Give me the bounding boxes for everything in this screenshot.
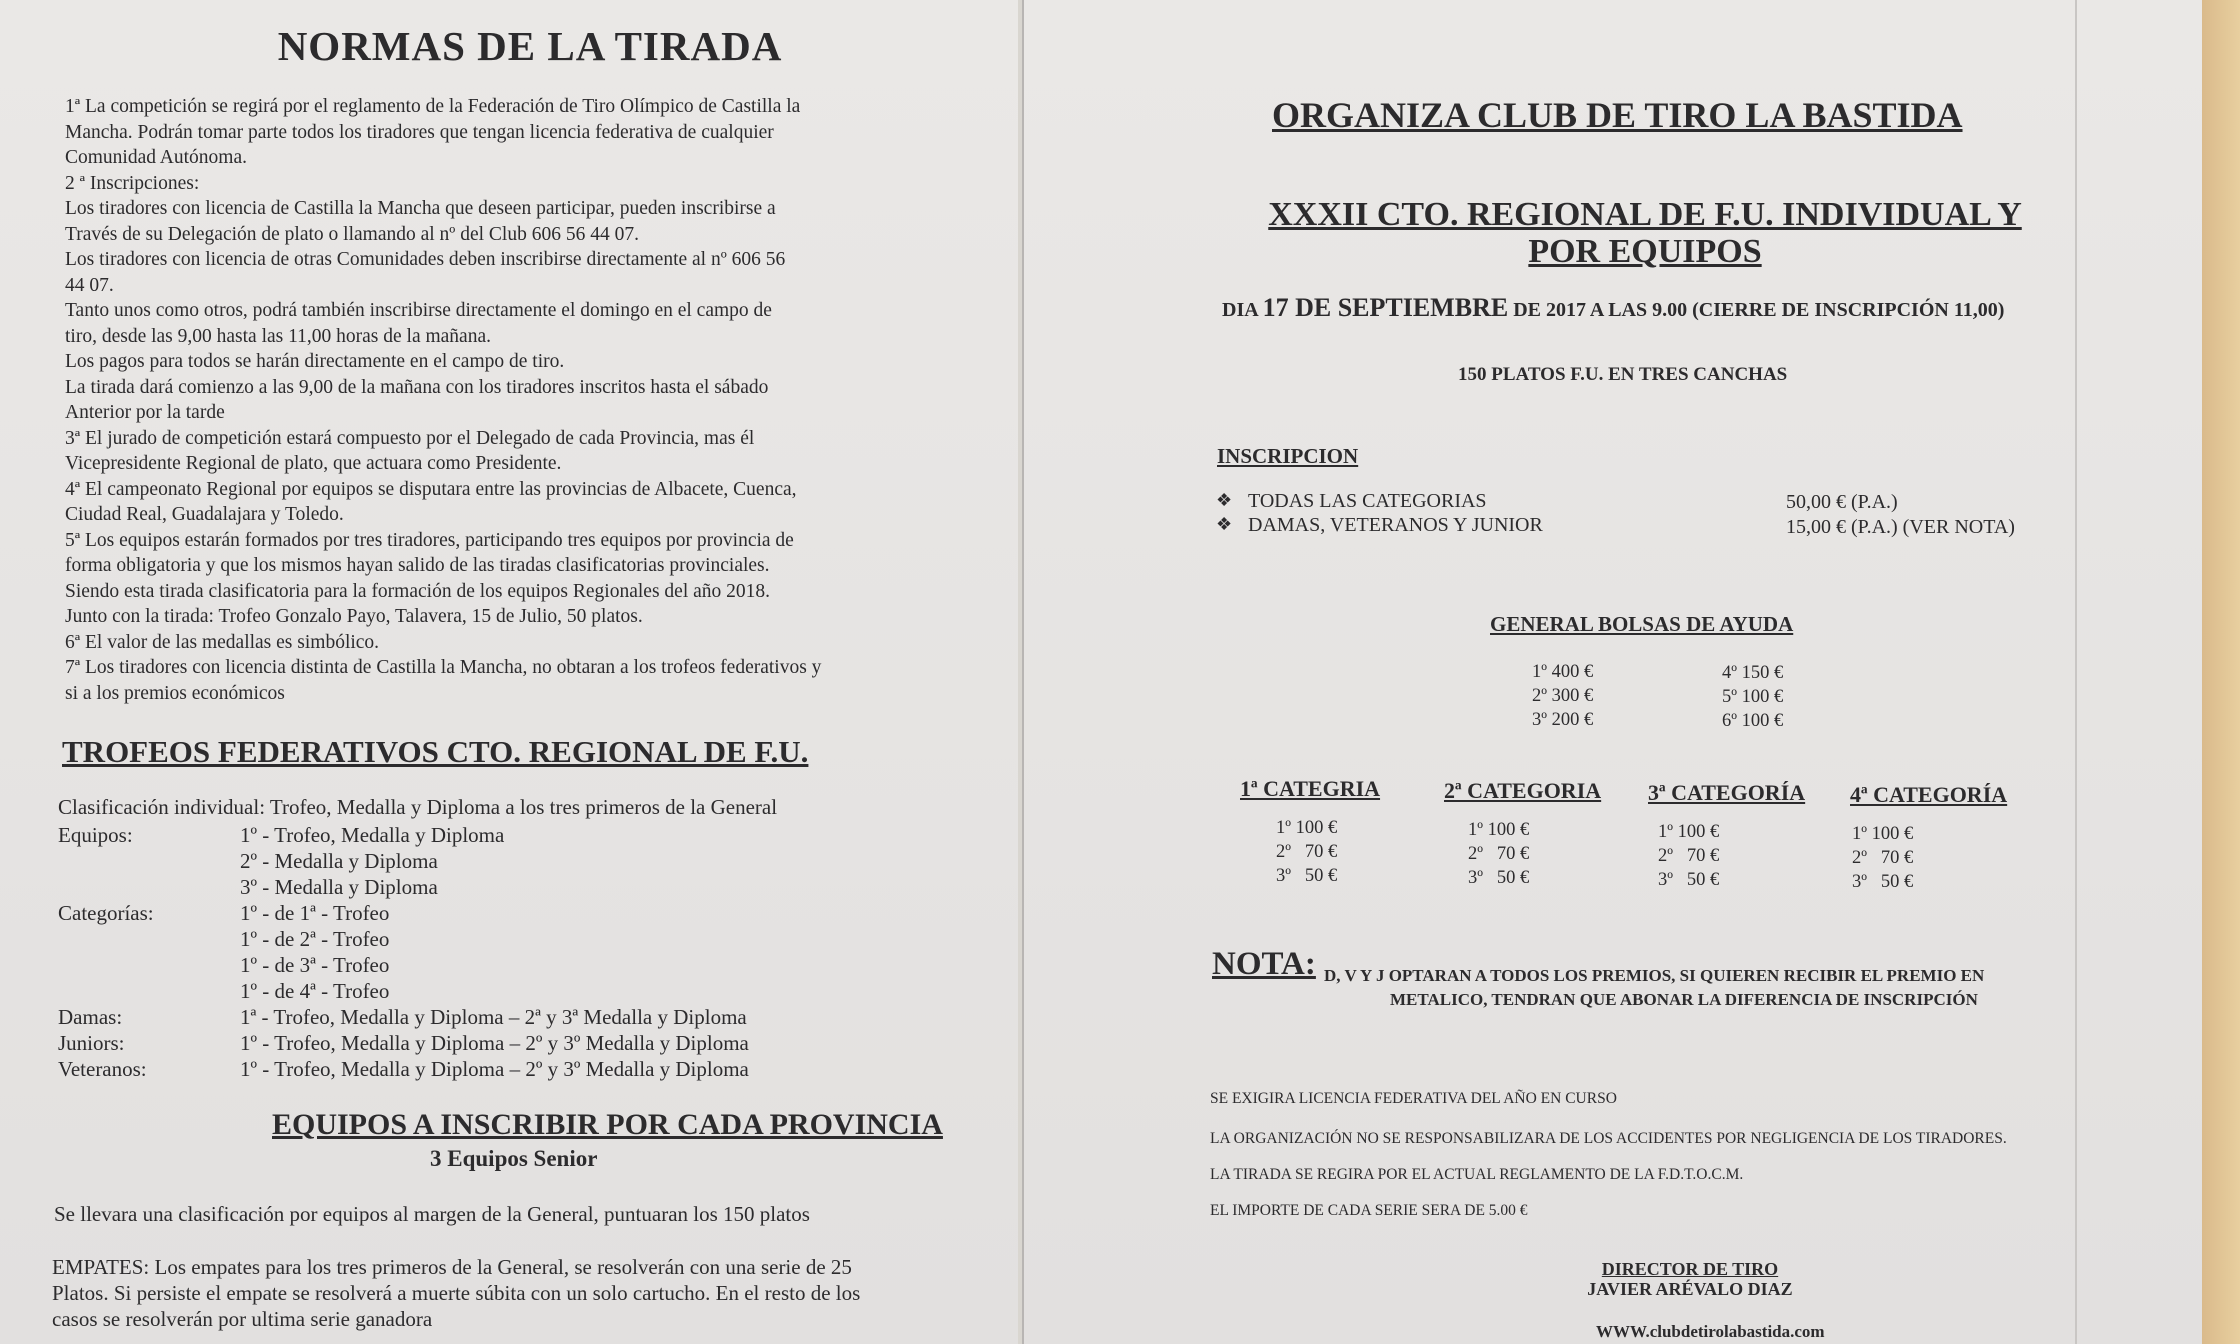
rule-line: 44 07. [65, 274, 114, 296]
rule-line: Junto con la tirada: Trofeo Gonzalo Payo, Talavera, 15 de Julio, 50 platos. [65, 606, 643, 627]
trofeo-value: 1º - Trofeo, Medalla y Diploma – 2º y 3º Medalla y Diploma [240, 1031, 749, 1055]
rule-line: Mancha. Podrán tomar parte todos los tiradores que tengan licencia federativa de cualquier [65, 121, 774, 143]
prize-line: 1º 100 € [1658, 822, 1720, 842]
rule-line: Los tiradores con licencia de otras Comunidades deben inscribirse directamente al nº 606 56 [65, 249, 786, 270]
prize-line: 1º 100 € [1276, 818, 1338, 838]
rule-line: Ciudad Real, Guadalajara y Toledo. [65, 504, 344, 525]
prize-line: 3º 50 € [1658, 870, 1720, 890]
championship-title [1230, 196, 2060, 270]
prize-line: 3º 50 € [1852, 872, 1914, 892]
empates-block [52, 1254, 982, 1332]
prize-line: 2º 70 € [1658, 846, 1720, 866]
prize-line: 2º 70 € [1468, 844, 1530, 864]
condition-line: EL IMPORTE DE CADA SERIE SERA DE 5.00 € [1210, 1202, 1528, 1219]
rule-line: si a los premios económicos [65, 682, 285, 704]
left-sheet [0, 0, 1018, 1344]
empates-line: Platos. Si persiste el empate se resolverá a muerte súbita con un solo cartucho. En el resto de los [52, 1281, 861, 1305]
inscripcion-title: INSCRIPCION [1217, 444, 1359, 468]
prize-line: 3º 50 € [1276, 866, 1338, 886]
categoria-prizes [1468, 818, 1529, 890]
rule-line: La tirada dará comienzo a las 9,00 de la mañana con los tiradores inscritos hasta el sábado [65, 376, 769, 398]
date-prefix: DIA [1222, 299, 1263, 321]
rule-line: Los pagos para todos se harán directamente en el campo de tiro. [65, 351, 565, 372]
trofeo-label: Juniors: [58, 1031, 125, 1055]
rule-line: 5ª Los equipos estarán formados por tres tiradores, participando tres equipos por provincia de [65, 529, 794, 551]
rule-line: forma obligatoria y que los mismos hayan salido de las tiradas clasificatorias provinciales. [65, 555, 770, 576]
rule-line: Siendo esta tirada clasificatoria para la formación de los equipos Regionales del año 2018. [65, 580, 771, 602]
trofeo-value: 1º - de 1ª - Trofeo [240, 901, 390, 925]
inscripcion-label: TODAS LAS CATEGORIAS [1248, 490, 1487, 512]
date-main: 17 DE SEPTIEMBRE [1262, 293, 1509, 322]
trofeo-value: 1º - Trofeo, Medalla y Diploma – 2º y 3º Medalla y Diploma [240, 1057, 749, 1081]
condition-line: LA TIRADA SE REGIRA POR EL ACTUAL REGLAMENTO DE LA F.D.T.O.C.M. [1210, 1166, 1744, 1183]
prize-line: 1º 100 € [1852, 824, 1914, 844]
bolsas-column [1722, 661, 1783, 733]
rule-line: 2 ª Inscripciones: [65, 172, 200, 194]
categoria-title: 4ª CATEGORÍA [1850, 782, 2008, 807]
categoria-title: 1ª CATEGRIA [1240, 776, 1381, 801]
rule-line: Través de su Delegación de plato o llamando al nº del Club 606 56 44 07. [65, 223, 639, 245]
rule-line: Vicepresidente Regional de plato, que actuara como Presidente. [65, 453, 562, 474]
rule-line: 7ª Los tiradores con licencia distinta de Castilla la Mancha, no obtaran a los trofeos federativos y [65, 657, 822, 678]
rule-line: Comunidad Autónoma. [65, 147, 247, 168]
rule-line: 4ª El campeonato Regional por equipos se disputara entre las provincias de Albacete, Cuenca, [65, 478, 797, 500]
championship-title-line: XXXII CTO. REGIONAL DE F.U. INDIVIDUAL Y [1268, 196, 2022, 233]
rule-line: 3ª El jurado de competición estará compuesto por el Delegado de cada Provincia, mas él [65, 427, 755, 449]
rule-line: tiro, desde las 9,00 hasta las 11,00 horas de la mañana. [65, 325, 491, 347]
categoria-prizes [1658, 820, 1719, 892]
trofeo-value: 1º - de 4ª - Trofeo [240, 979, 390, 1003]
clasificacion-individual: Clasificación individual: Trofeo, Medalla y Diploma a los tres primeros de la General [58, 795, 778, 819]
event-date [1222, 293, 2004, 323]
categoria-title: 3ª CATEGORÍA [1648, 780, 1806, 805]
equipos-title: EQUIPOS A INSCRIBIR POR CADA PROVINCIA [272, 1108, 943, 1141]
trofeo-value: 1ª - Trofeo, Medalla y Diploma – 2ª y 3ª Medalla y Diploma [240, 1005, 747, 1029]
nota-label: NOTA: [1212, 946, 1316, 982]
prize-line: 1º 400 € [1532, 662, 1594, 682]
bolsas-column [1532, 660, 1593, 732]
prize-line: 2º 70 € [1276, 842, 1338, 862]
prize-line: 3º 200 € [1532, 710, 1594, 730]
rules-block [65, 94, 965, 706]
website-link[interactable]: WWW.clubdetirolabastida.com [1596, 1322, 1825, 1341]
nota-text [1324, 964, 2124, 1012]
categoria-prizes [1276, 816, 1337, 888]
trofeo-label: Categorías: [58, 901, 154, 925]
trofeo-label: Damas: [58, 1005, 123, 1029]
empates-line: casos se resolverán por ultima serie ganadora [52, 1307, 433, 1331]
date-suffix: DE 2017 A LAS 9.00 (CIERRE DE INSCRIPCIÓN 11,00) [1508, 299, 2005, 321]
trofeo-value: 2º - Medalla y Diploma [240, 849, 438, 873]
diamond-bullet-icon: ❖ [1216, 514, 1233, 534]
paper-fold [2075, 0, 2077, 1344]
prize-line: 1º 100 € [1468, 820, 1530, 840]
prize-line: 6º 100 € [1722, 711, 1784, 731]
empates-line: EMPATES: Los empates para los tres primeros de la General, se resolverán con una serie de 25 [52, 1255, 852, 1279]
prize-line: 2º 300 € [1532, 686, 1594, 706]
trofeo-value: 1º - de 2ª - Trofeo [240, 927, 390, 951]
equipos-subtitle: 3 Equipos Senior [430, 1146, 598, 1171]
trofeo-value: 1º - de 3ª - Trofeo [240, 953, 390, 977]
inscripcion-price: 50,00 € (P.A.) [1786, 491, 1898, 513]
trofeo-label: Veteranos: [58, 1057, 147, 1081]
trofeo-value: 3º - Medalla y Diploma [240, 875, 438, 899]
director-name: JAVIER ARÉVALO DIAZ [1587, 1279, 1793, 1299]
categoria-prizes [1852, 822, 1913, 894]
condition-line: LA ORGANIZACIÓN NO SE RESPONSABILIZARA DE LOS ACCIDENTES POR NEGLIGENCIA DE LOS TIRADORES. [1210, 1130, 2007, 1147]
trofeo-value: 1º - Trofeo, Medalla y Diploma [240, 823, 505, 847]
championship-title-line: POR EQUIPOS [1528, 233, 1762, 270]
diamond-bullet-icon: ❖ [1216, 490, 1233, 510]
margin-note: Se llevara una clasificación por equipos al margen de la General, puntuaran los 150 platos [54, 1202, 810, 1226]
trofeos-title: TROFEOS FEDERATIVOS CTO. REGIONAL DE F.U. [62, 734, 809, 769]
director-title: DIRECTOR DE TIRO [1601, 1259, 1779, 1279]
desk-background [2200, 0, 2240, 1344]
condition-line: SE EXIGIRA LICENCIA FEDERATIVA DEL AÑO EN CURSO [1210, 1090, 1617, 1107]
prize-line: 2º 70 € [1852, 848, 1914, 868]
nota-line: METALICO, TENDRAN QUE ABONAR LA DIFERENCIA DE INSCRIPCIÓN [1390, 990, 1978, 1009]
bolsas-title: GENERAL BOLSAS DE AYUDA [1490, 612, 1794, 636]
nota-line: D, V Y J OPTARAN A TODOS LOS PREMIOS, SI QUIEREN RECIBIR EL PREMIO EN [1324, 966, 1985, 985]
rule-line: Los tiradores con licencia de Castilla la Mancha que deseen participar, pueden inscribirse a [65, 198, 776, 219]
categoria-title: 2ª CATEGORIA [1444, 778, 1602, 803]
organizer-title: ORGANIZA CLUB DE TIRO LA BASTIDA [1272, 95, 1963, 135]
rule-line: Anterior por la tarde [65, 402, 225, 423]
director-block [1500, 1259, 1880, 1299]
platos-info: 150 PLATOS F.U. EN TRES CANCHAS [1458, 364, 1788, 385]
rule-line: 1ª La competición se regirá por el reglamento de la Federación de Tiro Olímpico de Castilla la [65, 96, 801, 117]
inscripcion-label: DAMAS, VETERANOS Y JUNIOR [1248, 514, 1543, 536]
rule-line: 6ª El valor de las medallas es simbólico. [65, 631, 380, 653]
prize-line: 5º 100 € [1722, 687, 1784, 707]
rule-line: Tanto unos como otros, podrá también inscribirse directamente el domingo en el campo de [65, 300, 772, 321]
trofeo-label: Equipos: [58, 823, 133, 847]
prize-line: 4º 150 € [1722, 663, 1784, 683]
prize-line: 3º 50 € [1468, 868, 1530, 888]
rules-title: NORMAS DE LA TIRADA [277, 23, 783, 69]
inscripcion-price: 15,00 € (P.A.) (VER NOTA) [1786, 516, 2015, 538]
